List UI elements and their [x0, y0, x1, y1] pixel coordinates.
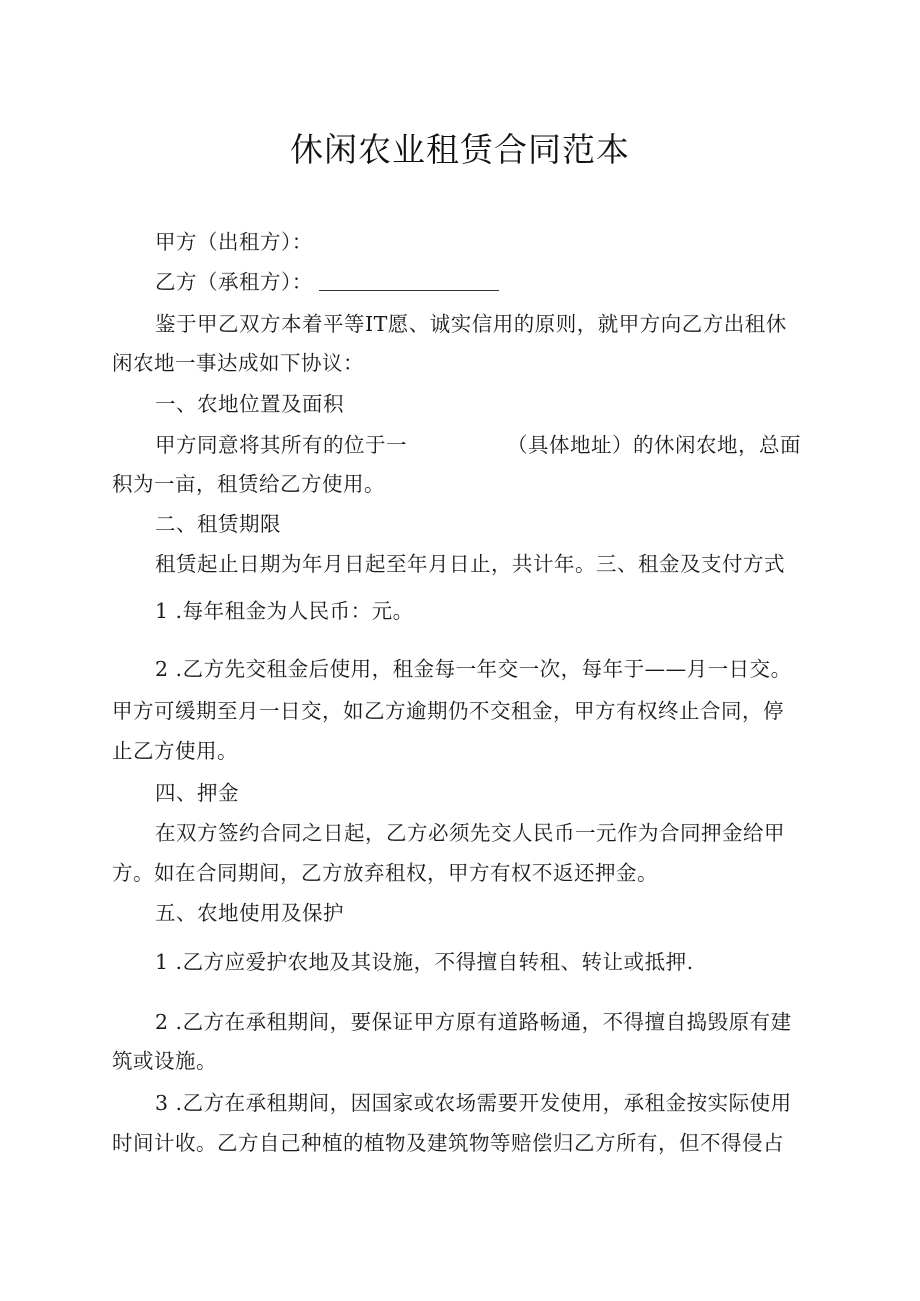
section5-item-2-line-2: 筑或设施。 [112, 1049, 217, 1073]
section2-heading: 二、租赁期限 [155, 512, 281, 536]
section1-paragraph-line-1 [155, 435, 855, 456]
section3-item-1: 1 .每年租金为人民币：元。 [155, 599, 414, 623]
party-a-line [155, 232, 855, 253]
section1-text-b: （具体地址）的休闲农地，总面 [507, 433, 801, 457]
document-title: 休闲农业租赁合同范本 [290, 130, 630, 169]
section5-item-3-line-1: 3 .乙方在承租期间，因国家或农场需要开发使用，承租金按实际使用 [155, 1091, 792, 1115]
section4-paragraph-line-2: 方。如在合同期间，乙方放弃租权，甲方有权不返还押金。 [112, 861, 658, 885]
section1-paragraph-line-2: 积为一亩，租赁给乙方使用。 [112, 472, 385, 496]
section3-item-2-line-1: 2 .乙方先交租金后使用，租金每一年交一次，每年于——月一日交。 [155, 657, 792, 681]
section3-item-2-line-3: 止乙方使用。 [112, 739, 238, 763]
party-b-line [155, 272, 855, 293]
preamble-line-2: 闲农地一事达成如下协议： [112, 351, 364, 375]
section5-item-3-line-2: 时间计收。乙方自己种植的植物及建筑物等赔偿归乙方所有，但不得侵占 [112, 1131, 784, 1155]
section4-heading: 四、押金 [155, 781, 239, 805]
section4-paragraph-line-1: 在双方签约合同之日起，乙方必须先交人民币一元作为合同押金给甲 [155, 821, 785, 845]
section3-item-2-line-2: 甲方可缓期至月一日交，如乙方逾期仍不交租金，甲方有权终止合同，停 [112, 699, 784, 723]
section1-heading: 一、农地位置及面积 [155, 392, 344, 416]
section2-paragraph: 租赁起止日期为年月日起至年月日止，共计年。三、租金及支付方式 [155, 552, 785, 576]
section1-text-a: 甲方同意将其所有的位于一 [155, 433, 407, 457]
party-b-label: 乙方（承租方）： [155, 270, 313, 294]
party-a-label: 甲方（出租方）： [155, 230, 313, 254]
party-b-blank-underline [319, 272, 499, 291]
section5-item-1: 1 .乙方应爱护农地及其设施，不得擅自转租、转让或抵押. [155, 950, 694, 974]
section5-item-2-line-1: 2 .乙方在承租期间，要保证甲方原有道路畅通，不得擅自捣毁原有建 [155, 1010, 792, 1034]
preamble-line-1: 鉴于甲乙双方本着平等IT愿、诚实信用的原则，就甲方向乙方出租休 [155, 312, 787, 336]
section5-heading: 五、农地使用及保护 [155, 901, 344, 925]
